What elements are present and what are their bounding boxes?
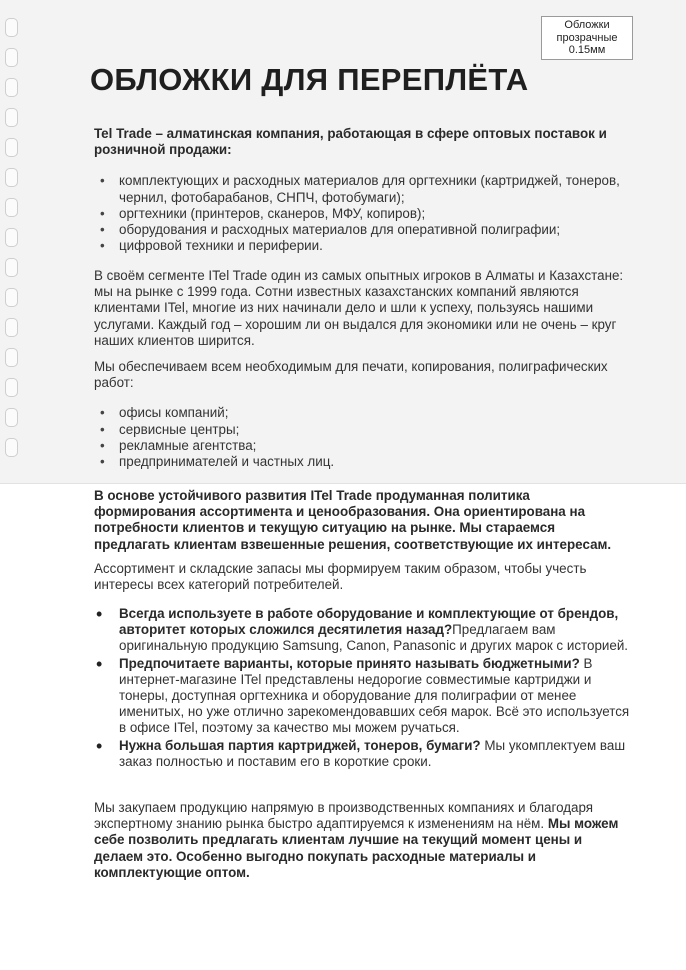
segment-paragraph: В своём сегменте ITel Trade один из самых опытных игроков в Алматы и Казахстане: мы на рынке с 1999 года. Сотни известных казахстанских компаний являются клиентами ITel, многие из них начинали дело и шли к успеху, пользуясь нашими услугами. Каждый год – хорошим ли он выдался для экономики или не очень – круг наших клиентов ширится. [94,268,624,348]
intro-lead: Tel Trade – алматинская компания, работающая в сфере оптовых поставок и розничной продажи: [94,126,607,158]
closing-bold: Мы можем себе позволить предлагать клиентам лучшие на текущий момент цены и делаем это. Особенно выгодно покупать расходные материалы и комплектующие оптом. [94,816,619,880]
list-item: • комплектующих и расходных материалов для оргтехники (картриджей, тонеров, чернил, фотобарабанов, СНПЧ, фотобумаги); [94,173,634,205]
binding-hole [5,378,18,397]
closing-text: Мы закупаем продукцию напрямую в производственных компаниях и благодаря экспертному знанию рынка быстро адаптируемся к изменениям на нём. [94,800,594,832]
label-line-2: прозрачные [556,31,618,44]
provide-list [94,405,634,470]
binding-hole [5,138,18,157]
binding-hole [5,18,18,37]
offers-section [94,606,634,771]
binding-hole [5,438,18,457]
page-title: ОБЛОЖКИ ДЛЯ ПЕРЕПЛЁТА [90,62,529,97]
list-item: • рекламные агентства; [94,438,634,454]
binding-hole [5,348,18,367]
list-item: • оборудования и расходных материалов для оперативной полиграфии; [94,222,634,238]
binding-hole [5,408,18,427]
assortment-paragraph: Ассортимент и складские запасы мы формируем таким образом, чтобы учесть интересы всех категорий потребителей. [94,561,587,593]
label-line-3: 0.15мм [568,44,606,56]
binding-hole [5,168,18,187]
binding-hole [5,198,18,217]
list-item: • цифровой техники и периферии. [94,238,634,254]
binding-hole [5,78,18,97]
binding-hole [5,318,18,337]
list-item: • офисы компаний; [94,405,634,421]
list-item: • предпринимателей и частных лиц. [94,454,634,470]
offer-answer: В интернет-магазине ITel представлены недорогие совместимые картриджи и тонеры, доступная оргтехника и оборудование для полиграфии от менее именитых, но уже отлично зарекомендовавших себя марок. Всё это используется в офисе ITel, поэтому за качество мы можем ручаться. [119,655,630,736]
list-item: • сервисные центры; [94,422,634,438]
binding-hole [5,288,18,307]
closing-paragraph [94,800,634,881]
offers-list [94,606,634,770]
offer-question: Всегда используете в работе оборудование и комплектующие от брендов, авторитет которых сложился десятилетия назад? [119,606,619,638]
binding-hole [5,108,18,127]
product-label [541,16,633,60]
policy-paragraph: В основе устойчивого развития ITel Trade продуманная политика формирования ассортимента и ценообразования. Она ориентирована на потребности клиентов и текущую ситуацию на рынке. Мы стараемся предлагать клиентам взвешенные решения, соответствующие их интересам. [94,488,612,552]
offer-answer: Предлагаем вам оригинальную продукцию Samsung, Canon, Panasonic и других марок с историей. [119,622,629,654]
binding-hole [5,228,18,247]
list-item [94,606,634,655]
offer-question: Нужна большая партия картриджей, тонеров, бумаги? [119,737,481,753]
binding-hole [5,48,18,67]
offer-answer: Мы укомплектуем ваш заказ полностью и поставим его в короткие сроки. [119,737,626,769]
provide-section [94,359,634,470]
intro-list [94,173,634,254]
list-item [94,656,634,737]
offer-question: Предпочитаете варианты, которые принято называть бюджетными? [119,655,580,671]
binding-holes [5,18,19,468]
intro-section [94,126,634,254]
list-item [94,738,634,770]
list-item: • оргтехники (принтеров, сканеров, МФУ, копиров); [94,206,634,222]
label-line-1: Обложки [564,19,610,31]
provide-lead: Мы обеспечиваем всем необходимым для печати, копирования, полиграфических работ: [94,359,608,391]
binding-hole [5,258,18,277]
